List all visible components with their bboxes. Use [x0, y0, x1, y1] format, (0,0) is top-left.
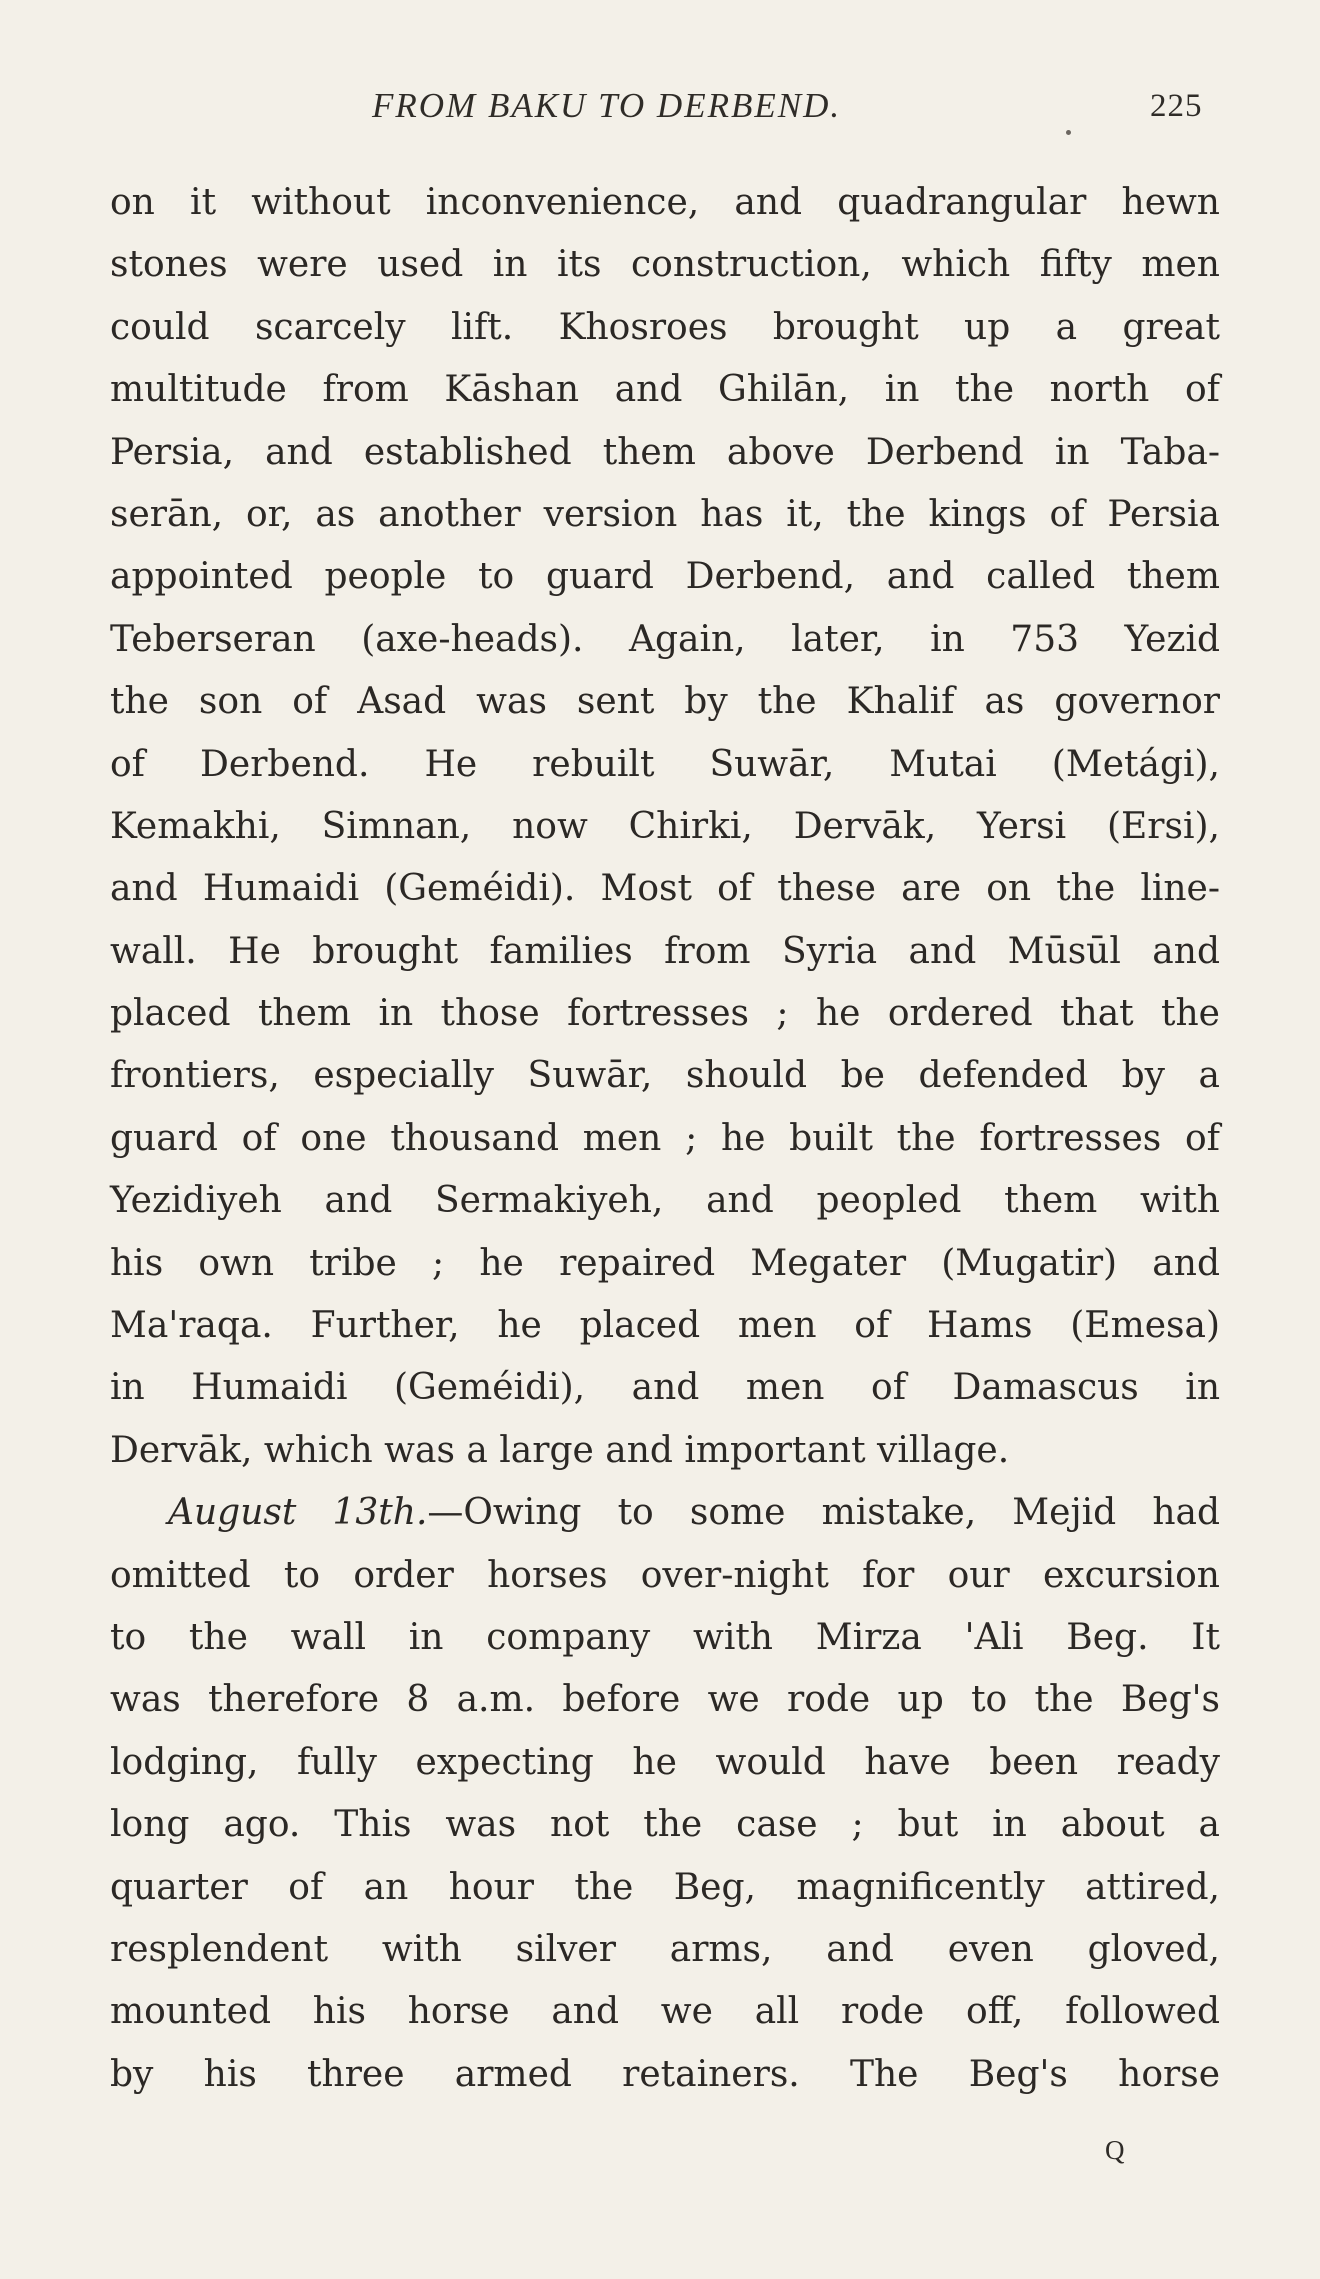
- text-line: frontiers, especially Suwār, should be defended by a: [110, 1055, 1220, 1097]
- text-line: could scarcely lift. Khosroes brought up a great: [110, 306, 1220, 348]
- running-title: FROM BAKU TO DERBEND.: [372, 86, 842, 125]
- text-line: of Derbend. He rebuilt Suwār, Mutai (Metági),: [110, 743, 1220, 785]
- body-text: [110, 172, 1220, 2106]
- text-line: serān, or, as another version has it, the kings of Persia: [110, 493, 1220, 535]
- text-line: in Humaidi (Geméidi), and men of Damascus in: [110, 1367, 1220, 1409]
- text-line: wall. He brought families from Syria and Mūsūl and: [110, 930, 1220, 972]
- text-line: mounted his horse and we all rode off, followed: [110, 1991, 1220, 2033]
- text-line: the son of Asad was sent by the Khalif as governor: [110, 681, 1220, 723]
- text-line: on it without inconvenience, and quadrangular hewn: [110, 182, 1220, 223]
- text-line: placed them in those fortresses ; he ordered that the: [110, 993, 1220, 1035]
- page-number: 225: [1150, 88, 1203, 124]
- text-line: guard of one thousand men ; he built the fortresses of: [110, 1117, 1220, 1159]
- text-line: Persia, and established them above Derbend in Taba-: [110, 431, 1220, 473]
- text-line: and Humaidi (Geméidi). Most of these are on the line-: [110, 868, 1220, 910]
- text-line: omitted to order horses over-night for our excursion: [110, 1554, 1220, 1596]
- ink-speck: [1066, 130, 1071, 135]
- text-line: appointed people to guard Derbend, and called them: [110, 556, 1220, 598]
- paragraph-end-line: Dervāk, which was a large and important village.: [110, 1429, 1010, 1471]
- text-line: was therefore 8 a.m. before we rode up to the Beg's: [110, 1679, 1220, 1721]
- text-line: quarter of an hour the Beg, magnificently attired,: [110, 1866, 1220, 1908]
- text-line: resplendent with silver arms, and even gloved,: [110, 1928, 1220, 1970]
- diary-first-line-text: —Owing to some mistake, Mejid had: [427, 1492, 1221, 1534]
- text-line: Teberseran (axe-heads). Again, later, in 753 Yezid: [110, 618, 1220, 660]
- diary-date: August 13th.: [168, 1492, 428, 1534]
- text-line: long ago. This was not the case ; but in about a: [110, 1804, 1220, 1846]
- running-head: [0, 86, 1320, 136]
- text-line: Kemakhi, Simnan, now Chirki, Dervāk, Yersi (Ersi),: [110, 805, 1220, 847]
- signature-mark: Q: [1105, 2135, 1125, 2165]
- diary-entry-first-line: [110, 1482, 1220, 1544]
- text-line: Yezidiyeh and Sermakiyeh, and peopled them with: [110, 1180, 1220, 1222]
- text-line: multitude from Kāshan and Ghilān, in the north of: [110, 369, 1220, 411]
- text-line: lodging, fully expecting he would have been ready: [110, 1741, 1220, 1783]
- text-line: to the wall in company with Mirza 'Ali Beg. It: [110, 1616, 1220, 1658]
- text-line: his own tribe ; he repaired Megater (Mugatir) and: [110, 1242, 1220, 1284]
- text-line: stones were used in its construction, which fifty men: [110, 244, 1220, 286]
- text-line: Ma'raqa. Further, he placed men of Hams (Emesa): [110, 1305, 1220, 1347]
- text-line: by his three armed retainers. The Beg's horse: [110, 2053, 1220, 2095]
